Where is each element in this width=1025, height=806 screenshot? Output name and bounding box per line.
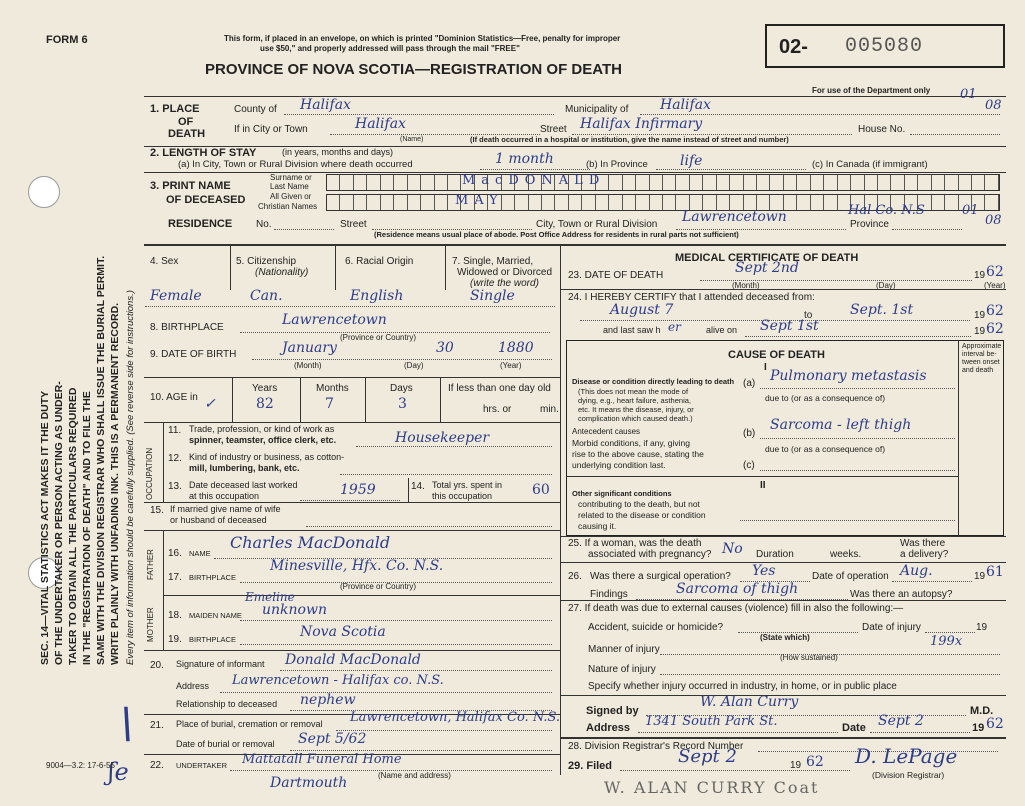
attended-from-value: August 7	[610, 302, 674, 318]
age-years-value: 82	[256, 396, 274, 412]
stay-province-value: life	[680, 153, 703, 169]
given-name-value: MAY	[455, 193, 504, 208]
manner-mark: 199x	[930, 634, 963, 649]
side-instructions: SEC. 14—VITAL STATISTICS ACT MAKES IT THE DUTY OF THE UNDERTAKER OR PERSON ACTING AS UNDER- TAKER TO OBTAIN ALL THE PARTICULARS REQUIRED IN THE "REGISTRATION OF DEATH" AND TO FILE THE SAME WITH THE DIVISION REGISTRAR WHO SHALL ISSUE THE BURIAL PERMIT. WRITE PLAINLY WITH UNFADING INK. THIS IS A PERMANENT RECORD. Every item of information should be carefully supplied. (See reverse side for instructions.)	[39, 255, 136, 665]
side-stroke: ∖	[108, 700, 135, 749]
registrar-signature: D. LePage	[855, 744, 958, 768]
county-value: Halifax	[300, 97, 351, 113]
mother-first-value: Emeline	[245, 590, 295, 604]
birthplace-value: Lawrencetown	[282, 312, 387, 328]
undertaker-value: Mattatall Funeral Home	[242, 752, 402, 767]
age-check: ✓	[204, 396, 216, 412]
registration-prefix: 02-	[779, 36, 808, 58]
undertaker-city-value: Dartmouth	[270, 775, 348, 791]
margin-code-2: 08	[985, 98, 1002, 113]
death-registration-form: FORM 6 This form, if placed in an envelope, on which is printed "Dominion Statistics—Free, penalty for improper use $50," and properly addressed will pass through the mail "FREE" PROVINCE OF NOVA SCOTIA—REGISTRATION OF DEATH 02- 005080 For use of the Department only SEC. 14—VITAL STATISTICS ACT MAKES IT THE DUTY OF THE UNDERTAKER OR PERSON ACTING AS UNDER- TAKER TO OBTAIN ALL THE PARTICULARS REQUIRED IN THE "REGISTRATION OF DEATH" AND TO FILE THE SAME WITH THE DIVISION REGISTRAR WHO SHALL ISSUE THE BURIAL PERMIT. WRITE PLAINLY WITH UNFADING INK. THIS IS A PERMANENT RECORD. Every item of information should be carefully supplied. (See reverse side for instructions.) 1. PLACE OF DEATH County of Halifax Municipality of Halifax If in City or Town Halifax (Name) Street Halifax Infirmary House No. (If death occurred in a hospital or institution, give the name instead of street and number) 2. LENGTH OF STAY (in years, months and days) (a) In City, Town or Rural Division where death occurred 1 month (b) In Province life (c) In Canada (if immigrant) 3. PRINT NAME OF DECEASED Surname or Last Name All Given or Christian Names MacDONALD MAY RESIDENCE No. Street City, Town or Rural Division Lawrencetown Province Hal Co. N.S (Residence means usual place of abode. Post Office Address for residents in rural parts not sufficient) 01 08 01 08 4. Sex 5. Citizenship (Nationality) 6. Racial Origin 7. Single, Married, Widowed or Divorced (write the word) Female Can. English Single 8. BIRTHPLACE Lawrencetown (Province or Country) 9. DATE OF BIRTH January 30 1880 (Month) (Day) (Year) 10. AGE in ✓ Years Months Days If less than one day old 82 7 3 hrs. or min. OCCUPATION 11. Trade, profession, or kind of work as spinner, teamster, office clerk, etc. Housekeeper 12. Kind of industry or business, as cotton- mill, lumbering, bank, etc. 13. Date deceased last worked at this occupation 1959 14. Total yrs. spent in this occupation 60 15. If married give name of wife or husband of deceased FATHER MOTHER 16. NAME Charles MacDonald 17. BIRTHPLACE Minesville, Hfx. Co. N.S. (Province or Country) Emeline 18. MAIDEN NAME unknown 19. BIRTHPLACE Nova Scotia 20. Signature of informant Donald MacDonald Address Lawrencetown - Halifax co. N.S. Relationship to deceased nephew 21. Place of burial, cremation or removal Lawrencetown, Halifax Co. N.S. Date of burial or removal Sept 5/62 22. UNDERTAKER Mattatall Funeral Home Dartmouth (Name and address) MEDICAL CERTIFICATE OF DEATH 23. DATE OF DEATH Sept 2nd 19 62 (Month) (Day) (Year) 24. I HEREBY CERTIFY that I attended deceased from: August 7 to Sept. 1st 19 62 and last saw h er alive on Sept 1st 19 62 CAUSE OF DEATH I Approximate interval be- tween onset and death Disease or condition directly leading to death (This does not mean the mode of dying, e.g., heart failure, asthenia, etc. It means the disease, injury, or complication which caused death.) (a) Pulmonary metastasis due to (or as a consequence of) Antecedent causes Morbid conditions, if any, giving rise to the above cause, stating the underlying condition last. (b) Sarcoma - left thigh due to (or as a consequence of) (c) II Other significant conditions contributing to the death, but not related to the disease or condition causing it. 25. If a woman, was the death associated with pregnancy? No Duration weeks. Was there a delivery? 26. Was there a surgical operation? Yes Date of operation Aug. 19 61 Findings Sarcoma of thigh Was there an autopsy? 27. If death was due to external causes (violence) fill in also the following:— Accident, suicide or homicide? Date of injury 19 (State which) Manner of injury 199x (How sustained) Nature of injury Specify whether injury occurred in industry, in home, or in public place Signed by W. Alan Curry M.D. Address 1341 South Park St. Date Sept 2 19 62 28. Division Registrar's Record Number 29. Filed Sept 2 19 62 D. LePage (Division Registrar) W. ALAN CURRY Coat ʃe ∖ 9004—3.2: 17-6-55	[0, 0, 1025, 806]
signed-date-value: Sept 2	[878, 713, 924, 729]
footer-code: 9004—3.2: 17-6-55	[46, 761, 115, 770]
surname-value: MacDONALD	[462, 173, 606, 188]
alive-year-value: 62	[986, 321, 1004, 337]
form-title: PROVINCE OF NOVA SCOTIA—REGISTRATION OF DEATH	[205, 61, 622, 78]
attended-to-value: Sept. 1st	[850, 302, 914, 318]
racial-origin-value: English	[350, 288, 404, 304]
margin-code-1: 01	[960, 87, 977, 102]
signed-year-value: 62	[986, 716, 1004, 732]
residence-province-value: Hal Co. N.S	[848, 203, 925, 218]
surname-boxes	[326, 174, 1000, 191]
father-birthplace-value: Minesville, Hfx. Co. N.S.	[270, 558, 444, 574]
informant-address-value: Lawrencetown - Halifax co. N.S.	[232, 673, 444, 688]
mail-note-line1: This form, if placed in an envelope, on which is printed "Dominion Statistics—Free, penalty for improper	[224, 34, 621, 43]
operation-date-value: Aug.	[900, 563, 933, 579]
registration-number-box	[765, 24, 1005, 68]
signed-by-value: W. Alan Curry	[700, 694, 799, 710]
form-number: FORM 6	[46, 34, 88, 46]
citizenship-value: Can.	[250, 288, 283, 304]
age-months-value: 7	[325, 396, 334, 412]
place-of-death-label: 1. PLACE	[150, 103, 200, 115]
date-of-death-value: Sept 2nd	[735, 260, 799, 276]
stay-city-value: 1 month	[495, 151, 554, 167]
residence-city-value: Lawrencetown	[682, 209, 787, 225]
attended-year-value: 62	[986, 303, 1004, 319]
filed-year-value: 62	[806, 754, 824, 770]
mother-maiden-value: unknown	[262, 602, 327, 618]
margin-code-3: 01	[962, 203, 979, 218]
filed-date-value: Sept 2	[678, 746, 737, 767]
side-scribble: ʃe	[108, 758, 129, 786]
dob-month-value: January	[282, 340, 337, 356]
dob-year-value: 1880	[498, 340, 534, 356]
mother-birthplace-value: Nova Scotia	[300, 624, 386, 640]
last-worked-value: 1959	[340, 482, 376, 498]
surgery-value: Yes	[752, 563, 776, 579]
margin-code-4: 08	[985, 213, 1002, 228]
mail-note-line2: use $50," and properly addressed will pass through the mail "FREE"	[260, 44, 520, 53]
cause-a-value: Pulmonary metastasis	[770, 368, 927, 384]
trade-value: Housekeeper	[395, 430, 490, 446]
registration-number: 005080	[845, 35, 924, 58]
cause-b-value: Sarcoma - left thigh	[770, 417, 912, 433]
dod-year-value: 62	[986, 264, 1004, 280]
father-name-value: Charles MacDonald	[230, 533, 391, 552]
last-saw-value: er	[668, 320, 681, 334]
informant-value: Donald MacDonald	[285, 652, 421, 668]
city-value: Halifax	[355, 116, 406, 132]
total-years-value: 60	[532, 482, 550, 498]
operation-year-value: 61	[986, 564, 1004, 580]
dob-day-value: 30	[436, 340, 454, 356]
street-value: Halifax Infirmary	[580, 116, 703, 132]
marital-value: Single	[470, 288, 515, 304]
pregnancy-value: No	[722, 541, 743, 557]
department-use: For use of the Department only	[812, 86, 931, 95]
alive-on-value: Sept 1st	[760, 318, 819, 334]
bottom-signature: W. ALAN CURRY Coat	[604, 778, 820, 797]
physician-address-value: 1341 South Park St.	[645, 714, 778, 729]
findings-value: Sarcoma of thigh	[676, 581, 799, 597]
age-days-value: 3	[398, 396, 407, 412]
burial-date-value: Sept 5/62	[298, 731, 367, 747]
sex-value: Female	[150, 288, 202, 304]
municipality-value: Halifax	[660, 97, 711, 113]
burial-place-value: Lawrencetown, Halifax Co. N.S.	[350, 710, 561, 725]
relationship-value: nephew	[300, 692, 356, 708]
